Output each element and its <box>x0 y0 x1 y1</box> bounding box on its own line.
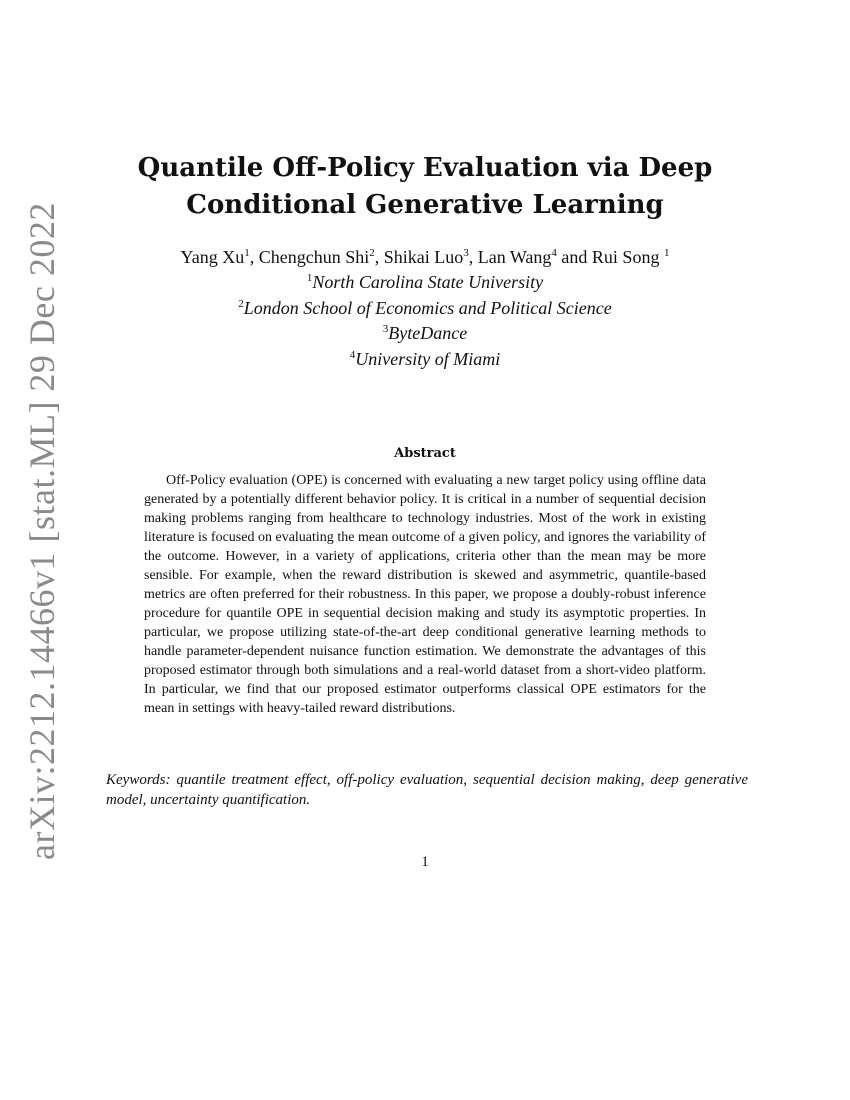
affiliation-name: University of Miami <box>355 348 501 369</box>
author-name: Rui Song <box>591 247 664 267</box>
arxiv-identifier-stamp: arXiv:2212.14466v1 [stat.ML] 29 Dec 2022 <box>22 202 62 860</box>
author-affiliation-marker: 3 <box>463 247 469 259</box>
author-separator: , <box>374 247 384 267</box>
affiliation-marker: 3 <box>382 323 389 335</box>
author-name: Chengchun Shi <box>258 247 370 267</box>
affiliation-marker: 2 <box>238 297 244 310</box>
author-name: Shikai Luo <box>383 247 464 267</box>
author-separator: , <box>249 247 259 267</box>
author-item <box>181 247 259 267</box>
author-item <box>259 247 384 267</box>
paper-title: Quantile Off-Policy Evaluation via Deep Conditional Generative Learning <box>137 153 713 220</box>
author-block <box>100 244 750 372</box>
affiliation-item <box>100 321 750 347</box>
author-item <box>384 247 478 267</box>
affiliation-name: London School of Economics and Political Science <box>243 297 612 318</box>
affiliation-marker: 1 <box>306 272 313 284</box>
author-separator: , <box>468 247 478 267</box>
page-number: 1 <box>421 854 429 870</box>
affiliation-marker: 4 <box>349 348 356 361</box>
author-item <box>592 247 670 267</box>
author-item <box>478 247 592 267</box>
affiliation-name: ByteDance <box>388 323 468 343</box>
affiliation-name: North Carolina State University <box>312 272 544 292</box>
author-name: Lan Wang <box>477 247 552 267</box>
affiliation-item <box>100 270 750 296</box>
abstract-heading: Abstract <box>394 446 456 461</box>
affiliation-item <box>100 347 750 373</box>
author-affiliation-marker: 1 <box>244 247 250 259</box>
author-affiliation-marker: 1 <box>663 247 670 259</box>
author-name: Yang Xu <box>180 247 245 267</box>
author-affiliation-marker: 2 <box>369 247 375 259</box>
author-separator: and <box>556 247 592 267</box>
author-list <box>100 244 750 270</box>
keywords: Keywords: quantile treatment effect, off-policy evaluation, sequential decision making, deep generative model, uncertainty quantification. <box>106 772 748 808</box>
abstract-body: Off-Policy evaluation (OPE) is concerned with evaluating a new target policy using offline data generated by a potentially different behavior policy. It is critical in a number of sequential decision making problems ranging from healthcare to technology industries. Most of the work in existing literature is focused on evaluating the mean outcome of a given policy, and ignores the variability of the outcome. However, in a variety of applications, criteria other than the mean may be more sensible. For example, when the reward distribution is skewed and asymmetric, quantile-based metrics are often preferred for their robustness. In this paper, we propose a doubly-robust inference procedure for quantile OPE in sequential decision making and study its asymptotic properties. In particular, we propose utilizing state-of-the-art deep conditional generative learning methods to handle parameter-dependent nuisance function estimation. We demonstrate the advantages of this proposed estimator through both simulations and a real-world dataset from a short-video platform. In particular, we find that our proposed estimator outperforms classical OPE estimators for the mean in settings with heavy-tailed reward distributions. <box>144 473 706 716</box>
author-affiliation-marker: 4 <box>551 247 557 259</box>
affiliation-item <box>100 296 750 322</box>
